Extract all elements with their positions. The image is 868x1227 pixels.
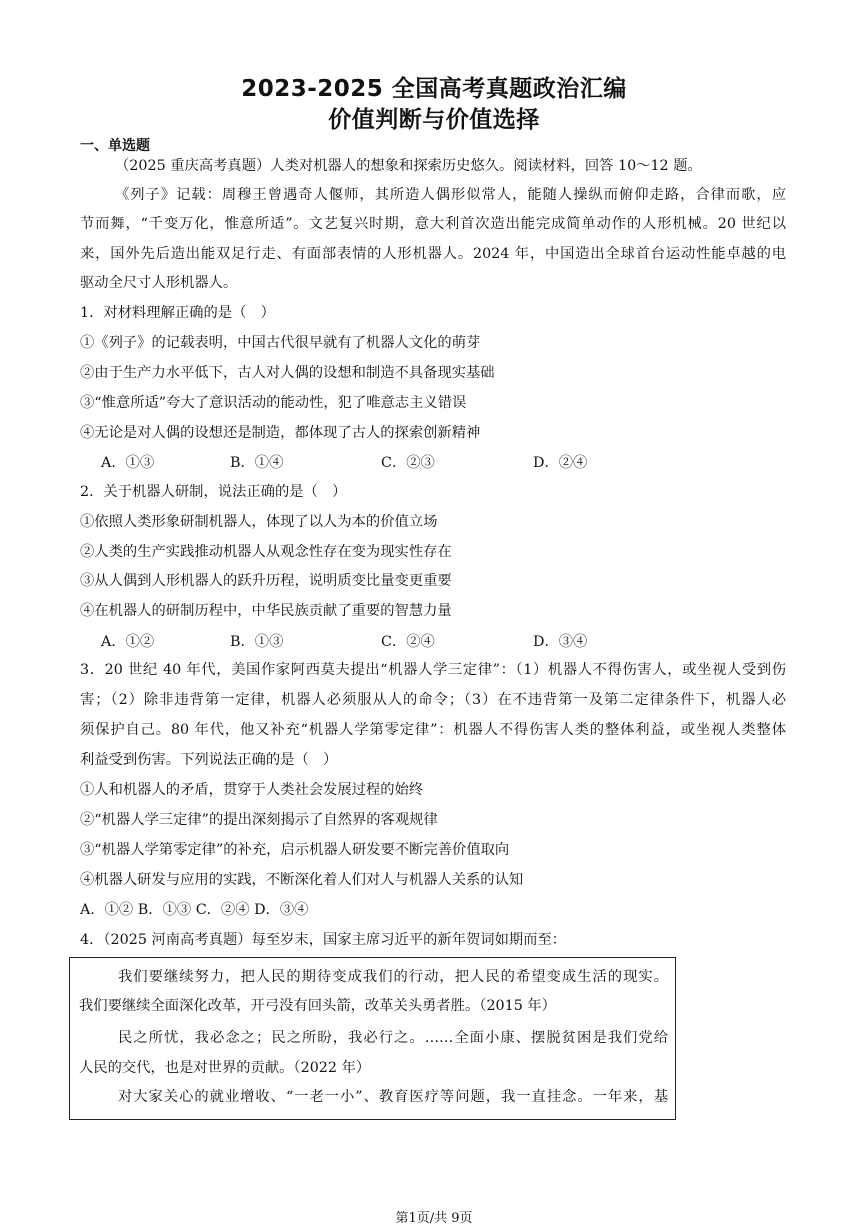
question-2-option-a[interactable]: A．①② bbox=[101, 634, 155, 650]
question-3-item: ④机器人研发与应用的实践，不断深化着人们对人与机器人关系的认知 bbox=[80, 872, 524, 888]
question-3-options: A．①② B．①③ C．②④ D．③④ bbox=[80, 902, 309, 918]
question-3-item: ③“机器人学第零定律”的补充，启示机器人研发要不断完善价值取向 bbox=[80, 842, 510, 858]
question-3-stem-line: 害；（2）除非违背第一定律，机器人必须服从人的命令；（3）在不违背第一及第二定律条件下，机器人必 bbox=[80, 692, 786, 708]
material-paragraph-line: 《列子》记载：周穆王曾遇奇人偃师，其所造人偶形似常人，能随人操纵而俯仰走路，合律而歌，应 bbox=[115, 187, 786, 203]
section-heading: 一、单选题 bbox=[80, 138, 150, 154]
question-1-option-c[interactable]: C．②③ bbox=[381, 455, 435, 471]
question-2-option-d[interactable]: D．③④ bbox=[533, 634, 588, 650]
question-3-stem-line: 须保护自己。80 年代，他又补充“机器人学第零定律”：机器人不得伤害人类的整体利益，或坐视人类整体 bbox=[80, 722, 786, 738]
quotation-box bbox=[69, 957, 676, 1120]
question-1-option-a[interactable]: A．①③ bbox=[101, 455, 155, 471]
question-3-item: ①人和机器人的矛盾，贯穿于人类社会发展过程的始终 bbox=[80, 782, 424, 798]
question-2-option-b[interactable]: B．①③ bbox=[230, 634, 284, 650]
quotation-line: 我们要继续努力，把人民的期待变成我们的行动，把人民的希望变成生活的现实。 bbox=[118, 969, 668, 985]
question-2-item: ①依照人类形象研制机器人，体现了以人为本的价值立场 bbox=[80, 514, 438, 530]
question-1-stem: 1．对材料理解正确的是（ ） bbox=[80, 305, 275, 321]
question-1-item: ①《列子》的记载表明，中国古代很早就有了机器人文化的萌芽 bbox=[80, 335, 481, 351]
question-2-stem: 2．关于机器人研制，说法正确的是（ ） bbox=[80, 484, 347, 500]
question-1-option-b[interactable]: B．①④ bbox=[230, 455, 284, 471]
document-title: 2023-2025 全国高考真题政治汇编 bbox=[241, 76, 627, 102]
quotation-line: 人民的交代，也是对世界的贡献。（2022 年） bbox=[79, 1060, 371, 1076]
question-3-stem-line: 3．20 世纪 40 年代，美国作家阿西莫夫提出“机器人学三定律”：（1）机器人不得伤害人，或坐视人受到伤 bbox=[80, 662, 786, 678]
question-4-stem: 4．（2025 河南高考真题）每至岁末，国家主席习近平的新年贺词如期而至： bbox=[80, 932, 567, 948]
question-1-item: ②由于生产力水平低下，古人对人偶的设想和制造不具备现实基础 bbox=[80, 365, 495, 381]
quotation-line: 对大家关心的就业增收、“一老一小”、教育医疗等问题，我一直挂念。一年来，基 bbox=[118, 1089, 668, 1105]
question-1-item: ③“惟意所适”夸大了意识活动的能动性，犯了唯意志主义错误 bbox=[80, 395, 467, 411]
material-paragraph-line: 来，国外先后造出能双足行走、有面部表情的人形机器人。2024 年，中国造出全球首台运动性能卓越的电 bbox=[80, 246, 786, 262]
question-2-item: ②人类的生产实践推动机器人从观念性存在变为现实性存在 bbox=[80, 544, 452, 560]
page-footer: 第1页/共 9页 bbox=[395, 1211, 473, 1226]
question-2-option-c[interactable]: C．②④ bbox=[381, 634, 435, 650]
document-subtitle: 价值判断与价值选择 bbox=[328, 107, 540, 133]
question-3-stem-line: 利益受到伤害。下列说法正确的是（ ） bbox=[80, 752, 338, 768]
material-paragraph-line: 驱动全尺寸人形机器人。 bbox=[80, 275, 238, 291]
quotation-line: 我们要继续全面深化改革，开弓没有回头箭，改革关头勇者胜。（2015 年） bbox=[79, 998, 556, 1014]
material-intro: （2025 重庆高考真题）人类对机器人的想象和探索历史悠久。阅读材料，回答 10～12 题。 bbox=[115, 158, 702, 174]
question-2-item: ③从人偶到人形机器人的跃升历程，说明质变比量变更重要 bbox=[80, 573, 452, 589]
question-2-item: ④在机器人的研制历程中，中华民族贡献了重要的智慧力量 bbox=[80, 603, 452, 619]
question-1-item: ④无论是对人偶的设想还是制造，都体现了古人的探索创新精神 bbox=[80, 425, 481, 441]
quotation-line: 民之所忧，我必念之；民之所盼，我必行之。……全面小康、摆脱贫困是我们党给 bbox=[118, 1030, 668, 1046]
material-paragraph-line: 节而舞，“千变万化，惟意所适”。文艺复兴时期，意大利首次造出能完成简单动作的人形机械。20 世纪以 bbox=[80, 216, 786, 232]
question-3-item: ②“机器人学三定律”的提出深刻揭示了自然界的客观规律 bbox=[80, 812, 438, 828]
question-1-option-d[interactable]: D．②④ bbox=[533, 455, 588, 471]
